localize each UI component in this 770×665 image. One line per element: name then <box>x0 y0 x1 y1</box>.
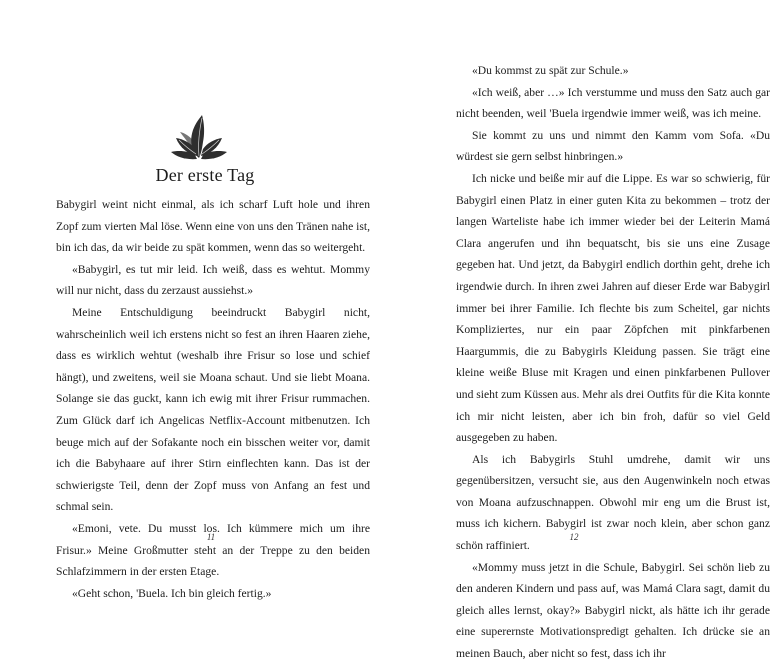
paragraph: «Babygirl, es tut mir leid. Ich weiß, dass es wehtut. Mommy will nur nicht, dass du zerzaust aussiehst.» <box>56 262 370 298</box>
paragraph: Sie kommt zu uns und nimmt den Kamm vom Sofa. «Du würdest sie gern selbst hinbringen.» <box>456 128 770 164</box>
page-number: 12 <box>569 532 579 542</box>
paragraph: Babygirl weint nicht einmal, als ich scharf Luft hole und ihren Zopf zum vierten Mal löse. Wenn eine von uns den Tränen nahe ist, bin ich das, da wir beide zu spät kommen, wenn das so weitergeht. <box>56 198 370 255</box>
chapter-title: Der erste Tag <box>155 165 255 185</box>
right-page-body <box>456 60 770 665</box>
paragraph: «Du kommst zu spät zur Schule.» <box>472 64 629 77</box>
paragraph: «Ich weiß, aber …» Ich verstumme und muss den Satz auch gar nicht beenden, weil 'Buela irgendwie immer weiß, was ich meine. <box>456 85 770 121</box>
left-page <box>0 0 385 600</box>
paragraph: «Mommy muss jetzt in die Schule, Babygirl. Sei schön lieb zu den anderen Kindern und pass auf, was Mamá Clara sagt, damit du gleich alles lernst, okay?» Babygirl nickt, als hätte ich ihr gerade eine superernste Motivationspredigt gehalten. Ich drücke sie an meinen Bauch, aber nicht so fest, dass ich ihr <box>456 560 770 661</box>
paragraph: Ich nicke und beiße mir auf die Lippe. Es war so schwierig, für Babygirl einen Platz in einer guten Kita zu bekommen – trotz der langen Warteliste habe ich immer wieder bei der Leiterin Mamá Clara angerufen und ihn bequatscht, bis sie uns eine Zusage gegeben hat. Und jetzt, da Babygirl endlich dorthin geht, drehe ich irgendwie durch. In ihren zwei Jahren auf dieser Erde war Babygirl immer bei ihrer Familie. Ich flechte bis zum Scheitel, gar nichts Kompliziertes, nur ein paar Zöpfchen mit pinkfarbenen Haargummis, die zu Babygirls Kleidung passen. Sie trägt eine kleine weiße Bluse mit Kragen und einen pinkfarbenen Pullover und sieht zum Küssen aus. Mehr als drei Outfits für die Kita konnte ich mir nicht leisten, aber ich bin froh, dafür so viel Geld ausgegeben zu haben. <box>456 171 770 445</box>
paragraph: «Emoni, vete. Du musst los. Ich kümmere mich um ihre Frisur.» Meine Großmutter steht an der Treppe zu den beiden Schlafzimmern in der ersten Etage. <box>56 521 370 579</box>
leaf-ornament-icon <box>168 112 230 164</box>
paragraph: Meine Entschuldigung beeindruckt Babygirl nicht, wahrscheinlich weil ich erstens nicht so fest an ihren Haaren ziehe, dass es wirklich wehtut (weshalb ihre Frisur so lose und schief hängt), und zweitens, weil sie Moana schaut. Und sie liebt Moana. Solange sie das guckt, kann ich ewig mit ihrer Frisur rummachen. Zum Glück darf ich Angelicas Netflix-Account mitbenutzen. Ich beuge mich auf der Sofakante noch ein bisschen weiter vor, damit ich die Babyhaare auf ihrer Stirn einflechten kann. Das ist der schwierigste Teil, denn der Zopf muss von Anfang an fest und schmal sein. <box>56 305 370 514</box>
paragraph: Als ich Babygirls Stuhl umdrehe, damit wir uns gegenübersitzen, versucht sie, aus den Augenwinkeln noch etwas von Moana aufzuschnappen. Obwohl mir eng um die Brust ist, muss ich kichern. Babygirl ist zwar noch klein, aber schon ganz schön raffiniert. <box>456 452 770 553</box>
paragraph: «Geht schon, 'Buela. Ich bin gleich fertig.» <box>72 586 272 600</box>
left-page-body <box>56 194 370 604</box>
page-number: 11 <box>206 532 216 542</box>
right-page <box>385 0 770 661</box>
